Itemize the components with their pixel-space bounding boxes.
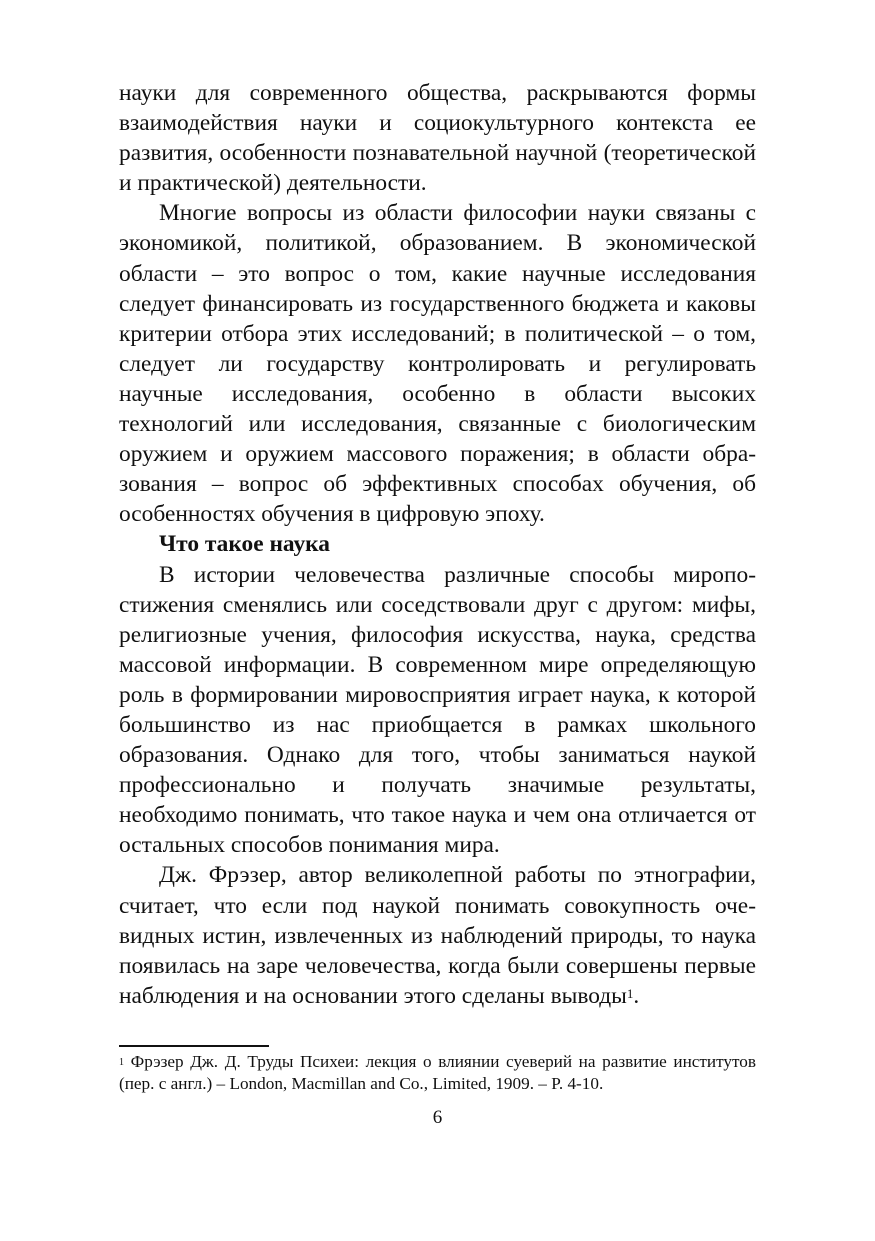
paragraph-1: науки для современного общества, раскрываются формы взаимодействия науки и социокультурного контекста ее развития, особенности познавательной научной (теоретической и практической) деятельности.	[119, 80, 756, 197]
footnote	[119, 1051, 756, 1095]
page-number: 6	[432, 1107, 443, 1128]
paragraph-4	[119, 860, 756, 1010]
paragraph-4-end: .	[633, 982, 640, 1009]
page-content	[119, 78, 756, 1011]
footnote-reference[interactable]: 1	[626, 985, 634, 1001]
footnote-mark: 1	[119, 1057, 124, 1068]
paragraph-4-text: Дж. Фрэзер, автор великолепной работы по этнографии, считает, что если под наукой понимать совокупность очевидных истин, извлеченных из наблюдений природы, то наука появилась на заре человечества, когда были совершены первые наблюдения и на основании этого сделаны выводы	[119, 862, 756, 1009]
paragraph-2: Многие вопросы из области философии науки связаны с экономикой, политикой, образованием. В экономической области – это вопрос о том, какие научные исследования следует финансировать из государственного бюджета и каковы критерии отбора этих исследований; в политической – о том, следует ли государству контролировать и регулировать научные исследования, особенно в области высоких технологий или исследования, связанные с биологическим оружием и оружием массового поражения; в области образования – вопрос об эффективных способах обучения, об особенностях обучения в цифровую эпоху.	[119, 200, 756, 528]
paragraph-3: В истории человечества различные способы миропостижения сменялись или соседствовали друг с другом: мифы, религиозные учения, философия искусства, наука, средства массовой информации. В современном мире определяющую роль в формировании мировосприятия играет наука, к которой большинство из нас приобщается в рамках школьного образования. Однако для того, чтобы заниматься наукой профессионально и получать значимые результаты, необходимо понимать, что такое наука и чем она отличается от остальных способов понимания мира.	[119, 561, 756, 859]
section-heading: Что такое наука	[159, 531, 330, 558]
footnote-text: Фрэзер Дж. Д. Труды Психеи: лекция о влиянии суеверий на развитие институтов (пер. с англ.) – London, Macmillan and Co., Limited, 1909. – P. 4-10.	[119, 1052, 756, 1093]
footnote-divider	[119, 1045, 269, 1047]
main-text	[119, 78, 756, 1011]
